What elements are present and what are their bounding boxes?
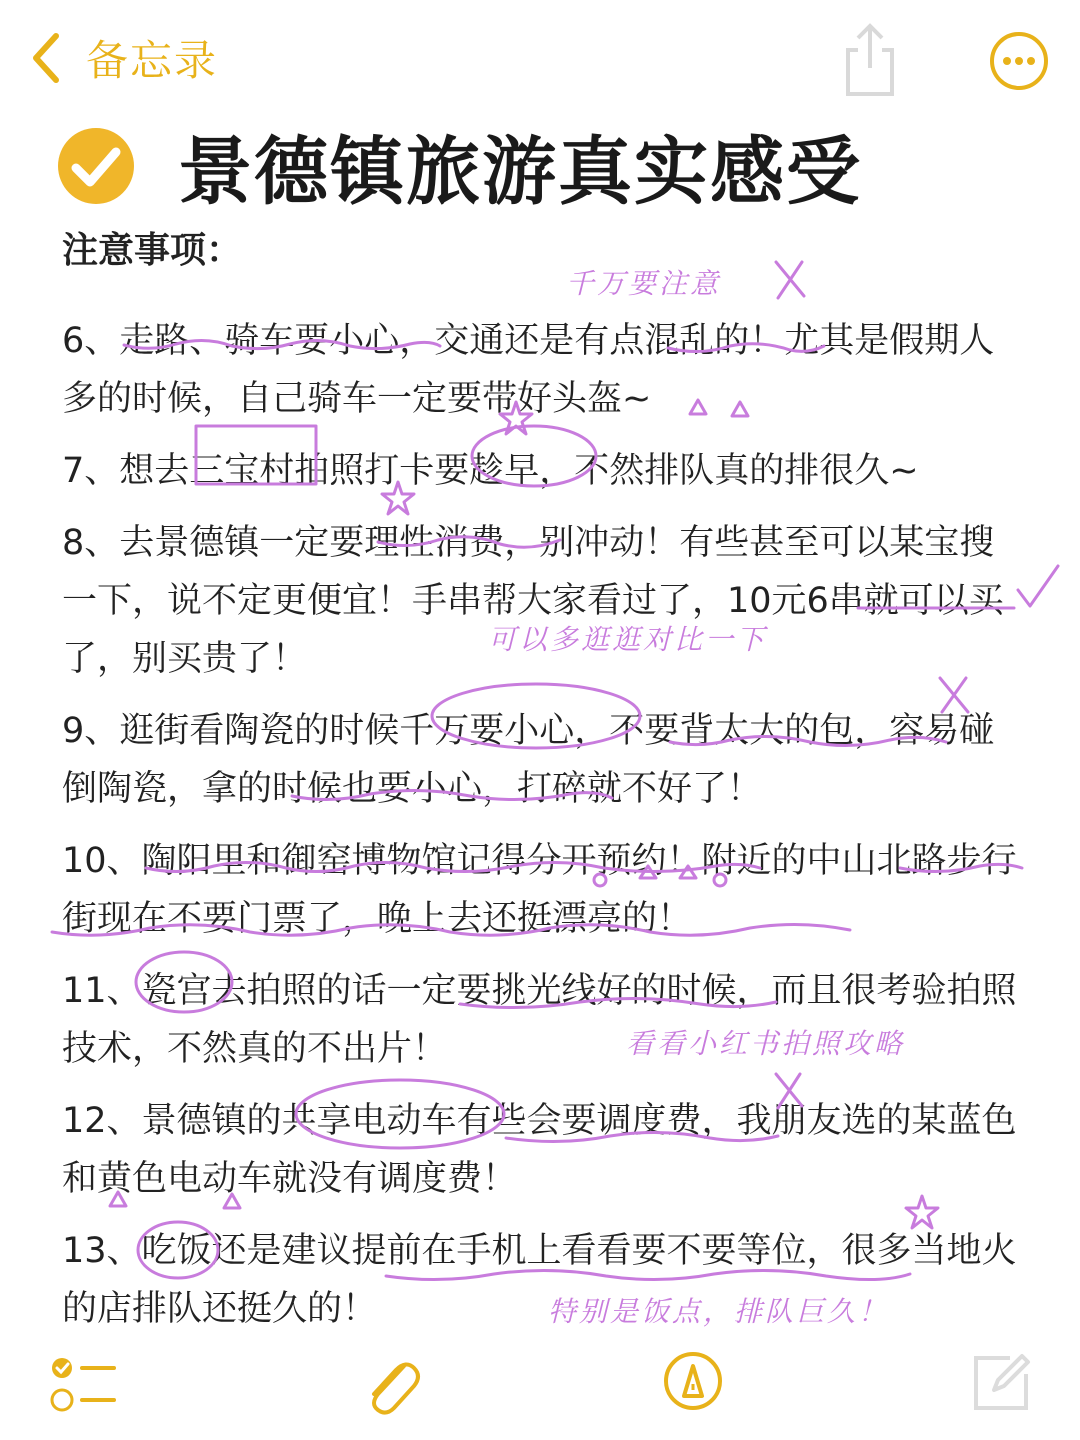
list-item: 7、想去三宝村拍照打卡要趁早，不然排队真的排很久~ — [62, 451, 919, 491]
list-item: 6、走路、骑车要小心，交通还是有点混乱的！尤其是假期人多的时候，自己骑车一定要带好头盔~ — [62, 321, 995, 419]
list-item: 13、吃饭还是建议提前在手机上看看要不要等位，很多当地火的店排队还挺久的！ — [62, 1231, 1017, 1329]
handwritten-note: 看看小红书拍照攻略 — [626, 1027, 906, 1060]
list-item: 10、陶阳里和御窑博物馆记得分开预约！附近的中山北路步行街现在不要门票了，晚上去还挺漂亮的！ — [62, 841, 1017, 939]
checkmark-circle-icon — [56, 126, 136, 206]
list-item: 12、景德镇的共享电动车有些会要调度费，我朋友选的某蓝色和黄色电动车就没有调度费！ — [62, 1101, 1017, 1199]
list-item: 11、瓷宫去拍照的话一定要挑光线好的时候，而且很考验拍照技术，不然真的不出片！ — [62, 971, 1017, 1069]
bottom-toolbar — [0, 1344, 1080, 1440]
handwritten-note: 千万要注意 — [566, 267, 722, 300]
checklist-icon[interactable] — [48, 1354, 118, 1416]
markup-pen-icon[interactable] — [662, 1350, 724, 1412]
note-title: 景德镇旅游真实感受 — [178, 129, 862, 215]
compose-icon[interactable] — [970, 1350, 1034, 1414]
check-doodle — [1018, 566, 1058, 606]
note-title-row — [56, 118, 1056, 214]
paperclip-icon[interactable] — [360, 1352, 422, 1418]
share-icon[interactable] — [838, 20, 902, 98]
back-label: 备忘录 — [86, 36, 219, 85]
section-heading: 注意事项： — [62, 230, 243, 271]
chevron-left-icon — [26, 28, 66, 88]
top-navigation-bar — [0, 0, 1080, 118]
back-button[interactable] — [26, 28, 218, 88]
list-item: 8、去景德镇一定要理性消费，别冲动！有些甚至可以某宝搜一下，说不定更便宜！手串帮大家看过了，10元6串就可以买了，别买贵了！ — [62, 523, 1004, 679]
list-item: 9、逛街看陶瓷的时候千万要小心，不要背太大的包，容易碰倒陶瓷，拿的时候也要小心，打碎就不好了！ — [62, 711, 995, 809]
handwritten-note: 可以多逛逛对比一下 — [488, 623, 768, 656]
handwritten-note: 特别是饭点，排队巨久！ — [548, 1295, 890, 1328]
more-icon[interactable] — [988, 30, 1050, 92]
note-body[interactable] — [62, 222, 1022, 1338]
